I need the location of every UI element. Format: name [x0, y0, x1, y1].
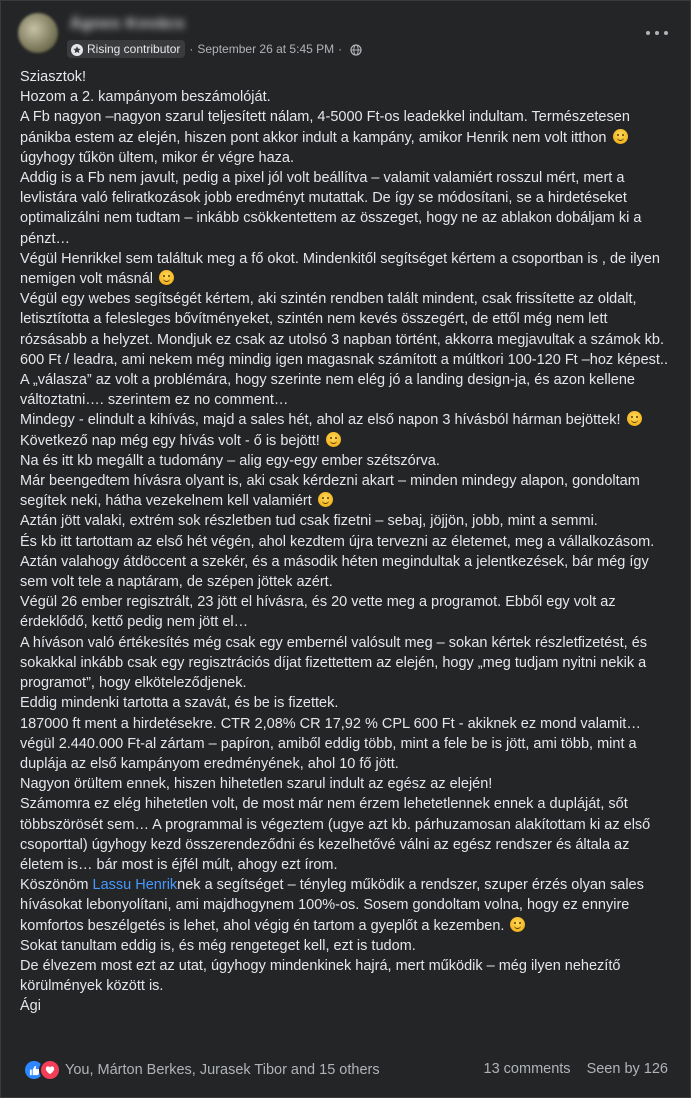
post-timestamp[interactable]: September 26 at 5:45 PM [197, 42, 335, 56]
post-paragraph [20, 774, 675, 794]
post-stats [484, 1061, 668, 1077]
post-header [1, 1, 690, 67]
paragraph-text: De élvezem most ezt az utat, úgyhogy mindenkinek hajrá, mert működik – még ilyen nehezítő körülmények között is. [20, 957, 621, 995]
more-dot-icon [664, 31, 668, 35]
more-dot-icon [646, 31, 650, 35]
paragraph-text: nek a segítséget – tényleg működik a rendszer, szuper érzés olyan sales hívásokat lebonyolítani, ami majdhogynem 100%-os. Sosem gondoltam volna, hogy ez ennyire komfortos beszélgetés is lehet, ahol végig én tartom a gyeplőt a kezemben. [20, 877, 644, 934]
star-badge-icon [71, 43, 83, 55]
smile-emoji-icon [613, 129, 628, 144]
post-paragraph [20, 370, 675, 410]
post-paragraph [20, 289, 675, 370]
post-paragraph [20, 67, 675, 87]
post-paragraph [20, 532, 675, 552]
post-paragraph [20, 410, 675, 430]
author-name[interactable]: Ágnes Kovács [70, 15, 186, 32]
paragraph-text: A „válasza” az volt a problémára, hogy szerinte nem elég jó a landing design-ja, és azon kellene változtatni…. szerintem ez no comment… [20, 372, 635, 409]
contributor-badge[interactable] [67, 40, 185, 58]
post-paragraph [20, 87, 675, 107]
avatar[interactable] [18, 13, 58, 53]
paragraph-text: És kb itt tartottam az első hét végén, ahol kezdtem újra tervezni az életemet, meg a vállalkozásom. [20, 533, 655, 550]
more-options-button[interactable] [646, 25, 668, 41]
smile-emoji-icon [159, 270, 174, 285]
paragraph-text: Aztán valahogy átdöccent a szekér, és a második héten megindultak a jelentkezések, bár még így sem volt tele a naptáram, de szépen jöttek azért. [20, 553, 649, 591]
paragraph-text: úgyhogy tűkön ültem, mikor ér végre haza. [20, 149, 295, 166]
post-paragraph [20, 714, 675, 775]
paragraph-text: Végül 26 ember regisztrált, 23 jött el hívásra, és 20 vette meg a programot. Ebből egy volt az érdeklődő, kettő pedig nem jött el… [20, 594, 616, 631]
paragraph-text: Hozom a 2. kampányom beszámolóját. [20, 89, 271, 106]
paragraph-text: A Fb nagyon –nagyon szarul teljesített nálam, 4-5000 Ft-os leadekkel indultam. Természetesen pánikba estem az elején, hiszen pont akkor indult a kampány, amikor Henrik nem volt itthon [20, 109, 630, 146]
paragraph-text: Sziasztok! [20, 69, 87, 85]
post-paragraph [20, 552, 675, 592]
paragraph-text: Köszönöm [20, 877, 93, 894]
paragraph-text: Mindegy - elindult a kihívás, majd a sales hét, ahol az első napon 3 hívásból hárman bejöttek! [20, 412, 625, 429]
paragraph-text: Következő nap még egy hívás volt - ő is bejött! [20, 432, 324, 449]
post-paragraph [20, 451, 675, 471]
post-paragraph [20, 592, 675, 632]
smile-emoji-icon [318, 492, 333, 507]
comments-count[interactable]: 13 comments [483, 1061, 571, 1077]
post-paragraph [20, 471, 675, 511]
post-paragraph [20, 249, 675, 289]
seen-count[interactable]: Seen by 126 [586, 1061, 668, 1077]
love-icon [39, 1059, 61, 1081]
post-paragraph [20, 168, 675, 249]
meta-separator: · [338, 42, 343, 56]
reaction-summary[interactable] [23, 1059, 380, 1081]
paragraph-text: Aztán jött valaki, extrém sok részletben tud csak fizetni – sebaj, jöjjön, jobb, mint a semmi. [20, 513, 598, 530]
smile-emoji-icon [326, 432, 341, 447]
post-paragraph [20, 996, 675, 1016]
smile-emoji-icon [510, 917, 525, 932]
post-paragraph [20, 875, 675, 936]
paragraph-text: Addig is a Fb nem javult, pedig a pixel jól volt beállítva – valamit valamiért rosszul mért, mert a levlistára való feliratkozások jobb eredményt mutattak. De így se módosítani, se a hirdetéseket optimalizálni nem tudtam – inkább csökkentettem az összeget, hogy ne az ablakon dobáljam ki a pénzt… [20, 170, 642, 247]
globe-icon[interactable] [350, 43, 362, 55]
paragraph-text: Végül egy webes segítségét kértem, aki szintén rendben talált mindent, csak frissítette az oldalt, letisztította a felesleges bővítményeket, szintén nem kevés összegért, de ettől még nem lett rózsásabb a helyzet. Mondjuk ez csak az utolsó 3 napban történt, akkorra megjavultak a számok kb. 600 Ft / leadra, ami nekem még mindig igen magasnak számított a múltkori 100-120 Ft –hoz képest.. [20, 291, 668, 368]
paragraph-text: Nagyon örültem ennek, hiszen hihetetlen szarul indult az egész az elején! [20, 776, 493, 793]
post-paragraph [20, 794, 675, 875]
paragraph-text: Már beengedtem hívásra olyant is, aki csak kérdezni akart – minden mindegy alapon, gondoltam segítek neki, hátha vezekelnem kell valamiért [20, 473, 640, 510]
reactors-list[interactable]: You, Márton Berkes, Jurasek Tibor and 15 others [65, 1062, 380, 1078]
post-footer [1, 1055, 690, 1085]
badge-label: Rising contributor [87, 42, 181, 56]
user-mention-link[interactable]: Lassu Henrik [92, 877, 178, 894]
post-paragraph [20, 107, 675, 168]
paragraph-text: Eddig mindenki tartotta a szavát, és be is fizettek. [20, 695, 339, 712]
smile-emoji-icon [627, 411, 642, 426]
paragraph-text: Számomra ez elég hihetetlen volt, de most már nem érzem lehetetlennek ennek a dupláját, sőt többszörösét sem… A programmal is végeztem (ugye azt kb. párhuzamosan alakítottam ki az első csoporttal) úgyhogy kezd összerendeződni és kezelhetővé válni az egész rendszer és általa az életem is… bár most is éjfél múlt, ahogy ezt írom. [20, 796, 651, 873]
post-paragraph [20, 936, 675, 956]
paragraph-text: Végül Henrikkel sem találtuk meg a fő okot. Mindenkitől segítséget kértem a csoportban is , de ilyen nemigen volt másnál [20, 250, 660, 288]
paragraph-text: A híváson való értékesítés még csak egy embernél valósult meg – sokan kértek részletfizetést, és sokakkal inkább csak egy regisztrációs díjat fizettettem az elején, hogy „meg tudjam nyitni nekik a programot”, hogy elköteleződjenek. [20, 634, 648, 692]
post-paragraph [20, 693, 675, 713]
post-paragraph [20, 511, 675, 531]
post-paragraph [20, 956, 675, 996]
post-paragraph [20, 431, 675, 451]
paragraph-text: Na és itt kb megállt a tudomány – alig egy-egy ember szétszórva. [20, 452, 440, 469]
post-body [20, 67, 675, 1017]
post-meta [67, 39, 362, 59]
paragraph-text: 187000 ft ment a hirdetésekre. CTR 2,08% CR 17,92 % CPL 600 Ft - akiknek ez mond valamit… végül 2.440.000 Ft-al zártam – papíron, amiből eddig több, mint a fele be is jött, ami több, mint a duplája az első kampányom eredményének, ahol 10 fő jött. [20, 715, 641, 772]
paragraph-text: Ági [20, 998, 41, 1015]
paragraph-text: Sokat tanultam eddig is, és még rengeteget kell, ezt is tudom. [20, 937, 416, 954]
post-paragraph [20, 633, 675, 694]
more-dot-icon [655, 31, 659, 35]
meta-separator: · [189, 42, 194, 56]
